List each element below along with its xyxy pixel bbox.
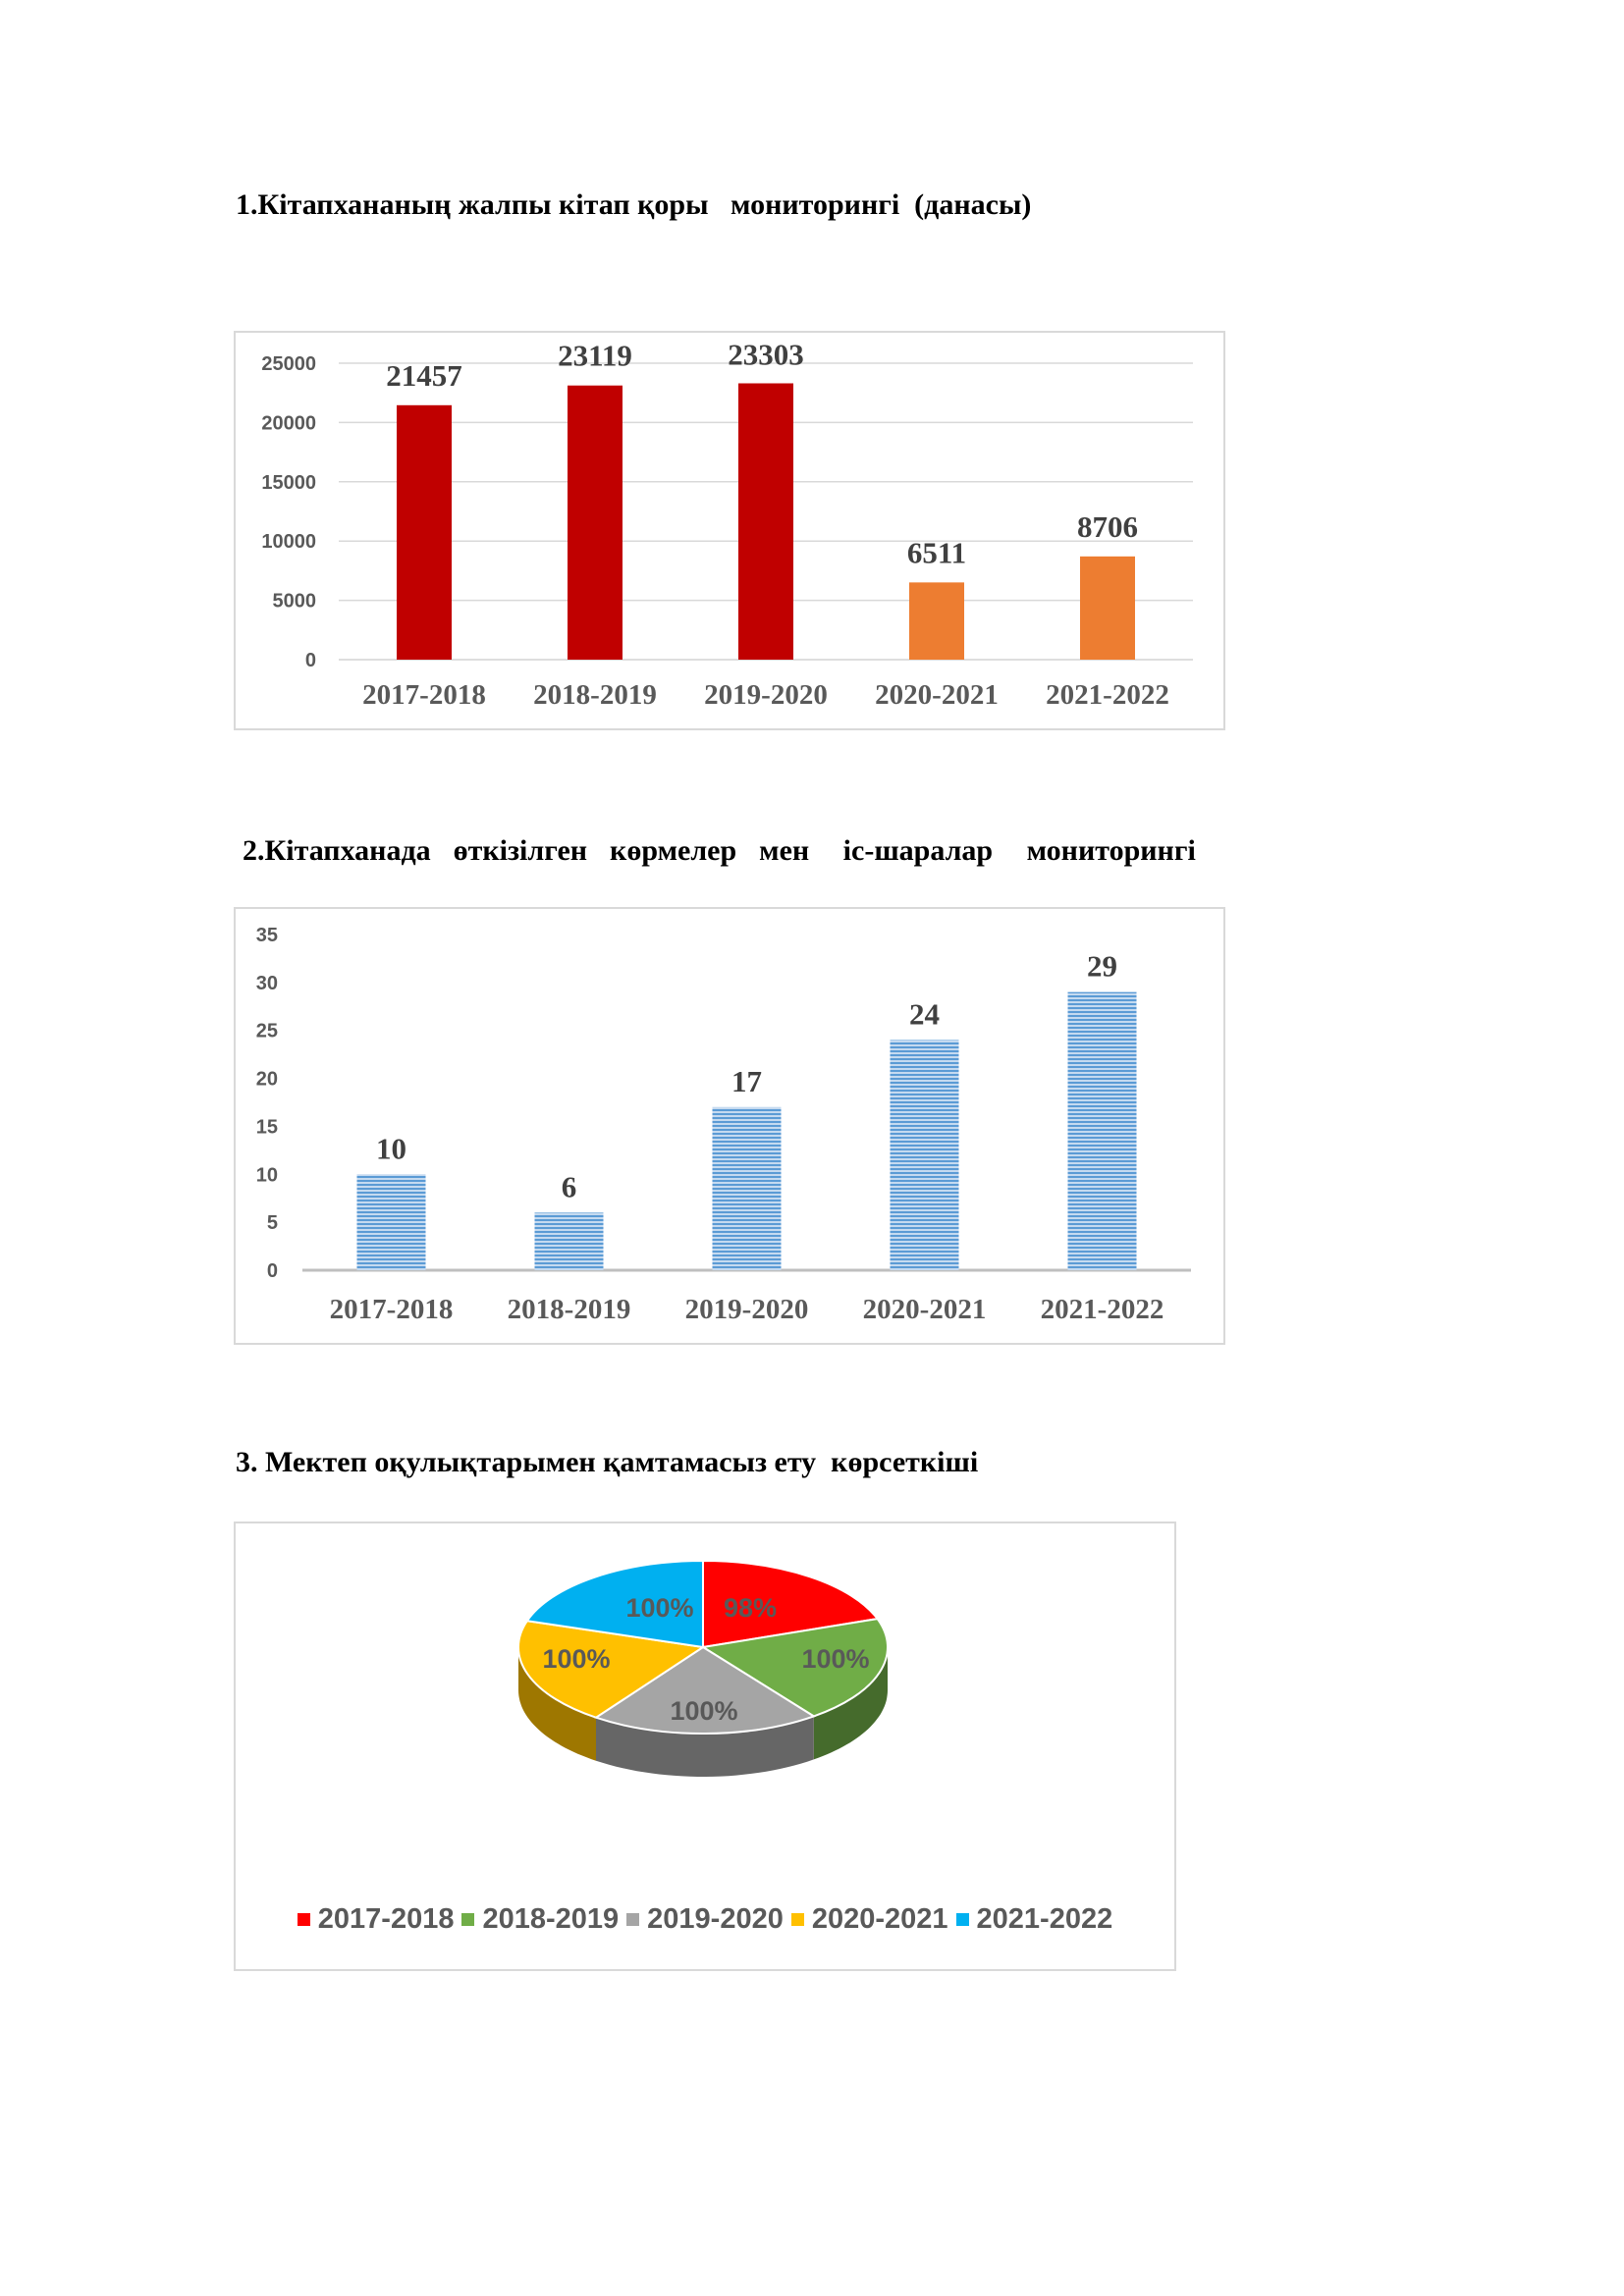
legend-item-2019-2020	[626, 1903, 784, 1936]
book-fund-chart	[234, 331, 1225, 730]
bar-2018-2019	[568, 386, 623, 660]
bar-2019-2020	[713, 1107, 782, 1270]
bar-2020-2021	[891, 1040, 959, 1270]
chart3-heading: 3. Мектеп оқулықтарымен қамтамасыз ету көрсеткіші	[236, 1446, 979, 1478]
y-tick-label: 5000	[272, 590, 316, 613]
x-tick-label: 2021-2022	[1040, 1294, 1164, 1325]
x-tick-label: 2018-2019	[507, 1294, 631, 1325]
legend-item-2020-2021	[791, 1903, 948, 1936]
legend-label: 2019-2020	[647, 1903, 784, 1935]
legend-item-2018-2019	[461, 1903, 619, 1936]
events-chart	[234, 907, 1225, 1345]
chart1-heading: 1.Кітапхананың жалпы кітап қоры мониторингі (данасы)	[236, 188, 1032, 221]
x-tick-label: 2021-2022	[1046, 679, 1169, 711]
x-tick-label: 2017-2018	[329, 1294, 454, 1325]
bar-2021-2022	[1068, 992, 1137, 1270]
legend-item-2021-2022	[956, 1903, 1113, 1936]
x-tick-label: 2018-2019	[533, 679, 657, 711]
chart2-heading: 2.Кітапханада өткізілген көрмелер мен іс-шаралар мониторингі	[243, 834, 1196, 867]
data-label: 29	[1087, 948, 1117, 984]
y-tick-label: 35	[255, 925, 278, 946]
y-tick-label: 15	[255, 1116, 278, 1139]
book-fund-chart-svg	[236, 333, 1223, 728]
bar-2018-2019	[535, 1212, 604, 1270]
legend-swatch	[298, 1913, 310, 1926]
pie-data-label: 100%	[801, 1644, 870, 1674]
bar-2017-2018	[357, 1174, 426, 1270]
bar-2019-2020	[738, 383, 793, 660]
legend-item-2017-2018	[298, 1903, 455, 1936]
data-label: 21457	[386, 357, 462, 393]
data-label: 17	[731, 1063, 762, 1098]
legend-swatch	[626, 1913, 639, 1926]
y-tick-label: 10000	[261, 531, 316, 554]
pie-data-label: 100%	[625, 1593, 694, 1623]
legend-swatch	[791, 1913, 804, 1926]
pie-data-label: 100%	[670, 1696, 738, 1726]
legend-swatch	[956, 1913, 969, 1926]
x-tick-label: 2020-2021	[862, 1294, 987, 1325]
textbooks-pie-svg	[236, 1523, 1174, 1896]
data-label: 10	[376, 1131, 406, 1166]
data-label: 24	[909, 996, 940, 1032]
y-tick-label: 20000	[261, 412, 316, 435]
legend-swatch	[461, 1913, 474, 1926]
y-tick-label: 30	[255, 972, 278, 994]
x-tick-label: 2017-2018	[362, 679, 486, 711]
data-label: 6511	[906, 535, 967, 570]
y-tick-label: 15000	[261, 471, 316, 494]
pie-data-label: 98%	[723, 1593, 778, 1623]
y-tick-label: 0	[266, 1260, 278, 1282]
data-label: 23119	[558, 338, 632, 373]
y-tick-label: 25000	[261, 353, 316, 375]
pie-data-label: 100%	[542, 1644, 611, 1674]
x-tick-label: 2019-2020	[684, 1294, 809, 1325]
y-tick-label: 0	[304, 650, 316, 671]
legend-label: 2021-2022	[976, 1903, 1113, 1935]
legend-label: 2017-2018	[317, 1903, 455, 1935]
y-tick-label: 25	[255, 1020, 278, 1042]
y-tick-label: 10	[255, 1164, 278, 1187]
bar-2020-2021	[909, 582, 964, 660]
pie-legend	[236, 1903, 1174, 1936]
data-label: 6	[561, 1169, 577, 1204]
data-label: 23303	[728, 337, 804, 372]
legend-label: 2018-2019	[482, 1903, 620, 1935]
x-tick-label: 2020-2021	[875, 679, 999, 711]
x-tick-label: 2019-2020	[704, 679, 828, 711]
events-chart-svg	[236, 909, 1223, 1343]
bar-2021-2022	[1080, 557, 1135, 660]
bar-2017-2018	[397, 405, 452, 660]
y-tick-label: 20	[255, 1068, 278, 1091]
textbooks-chart	[234, 1522, 1176, 1971]
y-tick-label: 5	[266, 1212, 278, 1235]
data-label: 8706	[1077, 508, 1138, 544]
legend-label: 2020-2021	[811, 1903, 948, 1935]
